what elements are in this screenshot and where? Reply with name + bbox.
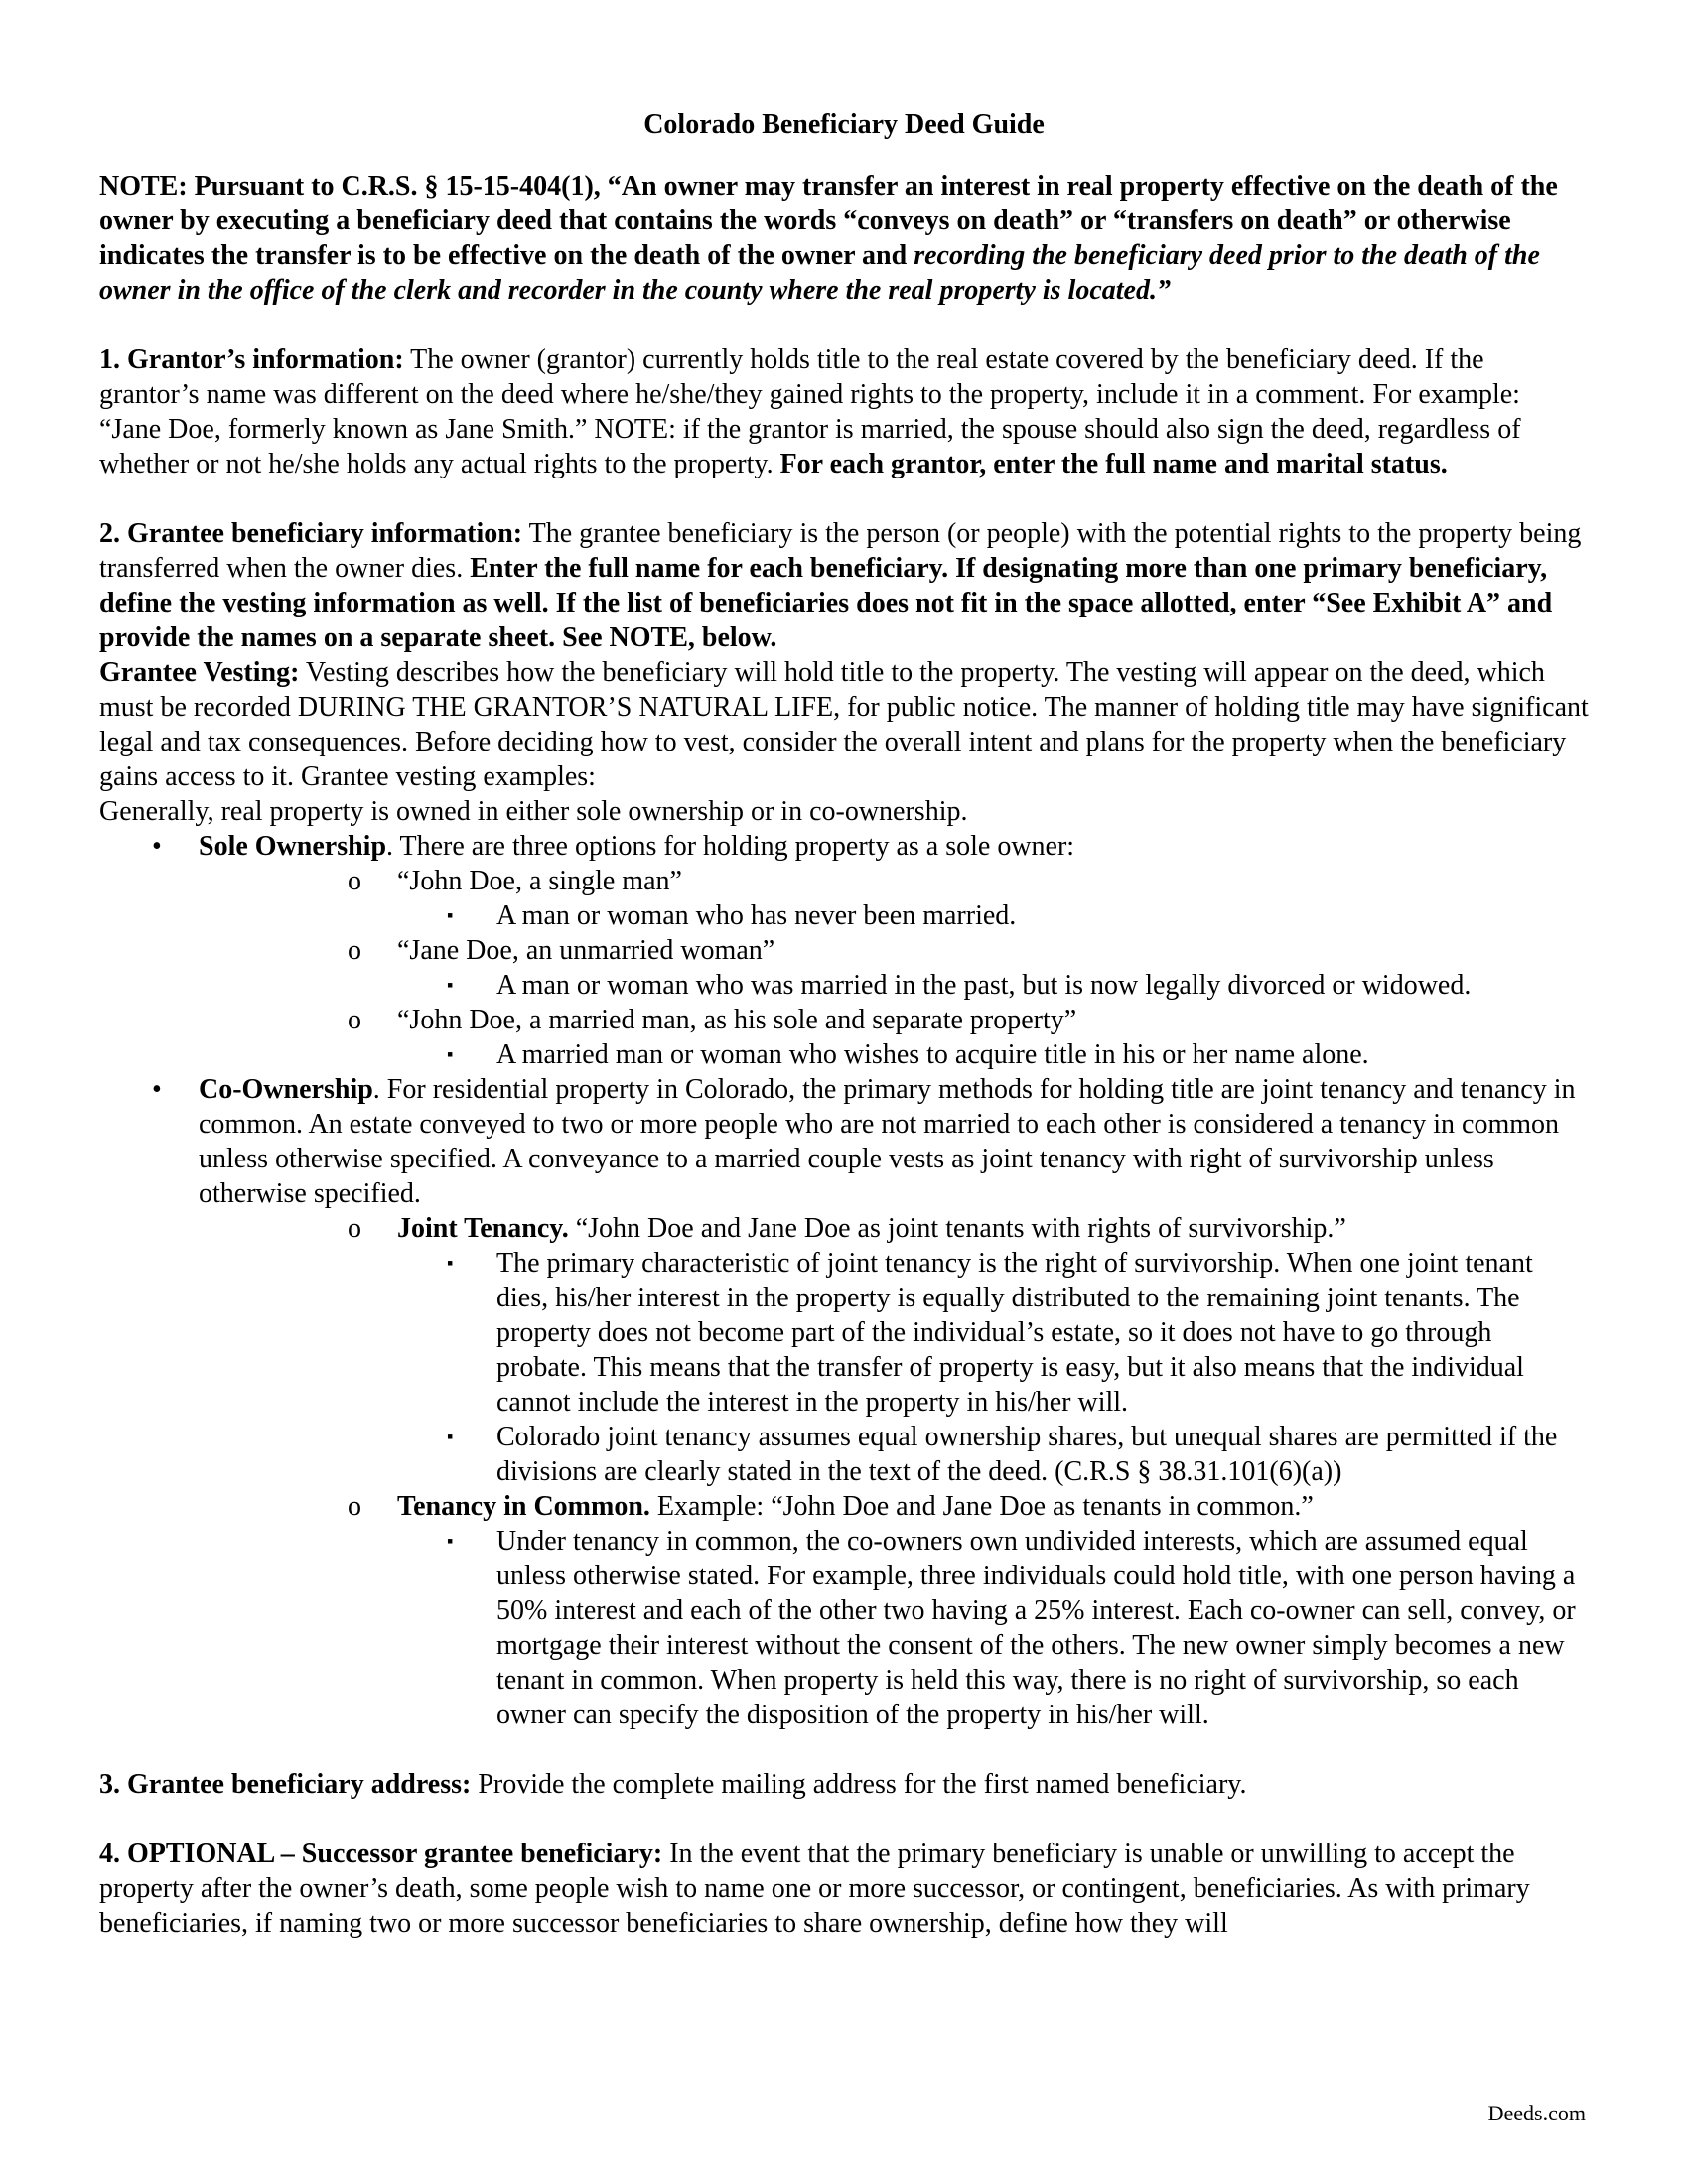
list-item-tenancy-in-common: [199, 1489, 1589, 1732]
sole-text: . There are three options for holding property as a sole owner:: [386, 831, 1075, 862]
list-item: [199, 933, 1589, 1003]
list-item: [199, 968, 1589, 1003]
section-heading: 1. Grantor’s information:: [99, 344, 404, 375]
list-item-sole-ownership: [99, 829, 1589, 1072]
square-bullet-icon: ▪: [447, 1253, 454, 1273]
document-page: [99, 107, 1589, 1941]
square-bullet-icon: ▪: [447, 1044, 454, 1064]
list-item-joint-tenancy: [199, 1211, 1589, 1489]
section-instruction: For each grantor, enter the full name and marital status.: [779, 449, 1448, 479]
list-item: [199, 898, 1589, 933]
square-bullet-icon: ▪: [447, 1427, 454, 1446]
co-options: [298, 1211, 1589, 1732]
bullet-icon: •: [152, 831, 162, 862]
section-grantee-info: [99, 516, 1589, 655]
section-heading: 2. Grantee beneficiary information:: [99, 518, 523, 549]
section-text: The grantee beneficiary is the person (or people) with the potential rights to the property being transferred when the owner dies.: [99, 518, 1582, 584]
co-heading: Co-Ownership: [199, 1074, 373, 1105]
circle-bullet-icon: o: [348, 1213, 361, 1244]
common-heading: Tenancy in Common.: [397, 1491, 650, 1522]
section-text: The owner (grantor) currently holds title to the real estate covered by the beneficiary deed. If the grantor’s name was different on the deed where he/she/they gained rights to the property, include it in a comment. For example: “Jane Doe, formerly known as Jane Smith.” NOTE: if the grantor is married, the spouse should also sign the deed, regardless of whether or not he/she holds any actual rights to the property.: [99, 344, 1521, 479]
co-text: . For residential property in Colorado, the primary methods for holding title are joint tenancy and tenancy in common. An estate conveyed to two or more people who are not married to each other is considered a tenancy in common unless otherwise specified. A conveyance to a married couple vests as joint tenancy with right of survivorship unless otherwise specified.: [199, 1074, 1576, 1209]
statute-note: [99, 169, 1589, 308]
list-item: [199, 1246, 1589, 1420]
list-item: [199, 1037, 1589, 1072]
section-grantor-info: [99, 342, 1589, 481]
list-item: [199, 1003, 1589, 1072]
ownership-intro: Generally, real property is owned in either sole ownership or in co-ownership.: [99, 796, 968, 827]
bullet-icon: •: [152, 1074, 162, 1105]
option-label: “John Doe, a single man”: [397, 866, 682, 896]
section-instruction: Enter the full name for each beneficiary. If designating more than one primary beneficiary, define the vesting information as well. If the list of beneficiaries does not fit in the space allotted, enter “See Exhibit A” and provide the names on a separate sheet. See NOTE, below.: [99, 553, 1553, 653]
section-heading: 4. OPTIONAL – Successor grantee beneficiary:: [99, 1839, 663, 1869]
section-heading: 3. Grantee beneficiary address:: [99, 1769, 472, 1800]
square-bullet-icon: ▪: [447, 975, 454, 995]
option-detail: A man or woman who was married in the past, but is now legally divorced or widowed.: [496, 970, 1472, 1001]
joint-detail: Colorado joint tenancy assumes equal ownership shares, but unequal shares are permitted if the divisions are clearly stated in the text of the deed. (C.R.S § 38.31.101(6)(a)): [496, 1422, 1558, 1487]
option-label: “John Doe, a married man, as his sole and separate property”: [397, 1005, 1077, 1035]
joint-detail: The primary characteristic of joint tenancy is the right of survivorship. When one joint tenant dies, his/her interest in the property is equally distributed to the remaining joint tenants. The property does not become part of the individual’s estate, so it does not have to go through probate. This means that the transfer of property is easy, but it also means that the individual cannot include the interest in the property in his/her will.: [496, 1248, 1533, 1418]
option-detail: A man or woman who has never been married.: [496, 900, 1017, 931]
statute-note-quote: NOTE: Pursuant to C.R.S. § 15-15-404(1), “An owner may transfer an interest in real property effective on the death of the owner by executing a beneficiary deed that contains the words “conveys on death” or “transfers on death” or otherwise indicates the transfer is to be effective on the death of the owner and: [99, 171, 1558, 271]
sole-heading: Sole Ownership: [199, 831, 387, 862]
statute-note-emphasis: recording the beneficiary deed prior to the death of the owner in the office of the clerk and recorder in the county where the real property is located.”: [99, 240, 1540, 306]
section-successor-beneficiary: [99, 1837, 1589, 1941]
common-text: Example: “John Doe and Jane Doe as tenants in common.”: [649, 1491, 1314, 1522]
sole-options: [298, 864, 1589, 1072]
square-bullet-icon: ▪: [447, 1531, 454, 1551]
vesting-text: Vesting describes how the beneficiary will hold title to the property. The vesting will appear on the deed, which must be recorded DURING THE GRANTOR’S NATURAL LIFE, for public notice. The manner of holding title may have significant legal and tax consequences. Before deciding how to vest, consider the overall intent and plans for the property when the beneficiary gains access to it. Grantee vesting examples:: [99, 657, 1589, 792]
option-label: “Jane Doe, an unmarried woman”: [397, 935, 775, 966]
grantee-vesting: [99, 655, 1589, 794]
circle-bullet-icon: o: [348, 1491, 361, 1522]
option-detail: A married man or woman who wishes to acquire title in his or her name alone.: [496, 1039, 1369, 1070]
joint-heading: Joint Tenancy.: [397, 1213, 569, 1244]
circle-bullet-icon: o: [348, 1005, 361, 1035]
section-text: In the event that the primary beneficiary is unable or unwilling to accept the property after the owner’s death, some people wish to name one or more successor, or contingent, beneficiaries. As with primary beneficiaries, if naming two or more successor beneficiaries to share ownership, define how they will: [99, 1839, 1530, 1939]
circle-bullet-icon: o: [348, 935, 361, 966]
footer-brand: Deeds.com: [1487, 2101, 1586, 2125]
list-item-co-ownership: [99, 1072, 1589, 1732]
vesting-heading: Grantee Vesting:: [99, 657, 300, 688]
joint-text: “John Doe and Jane Doe as joint tenants with rights of survivorship.”: [568, 1213, 1346, 1244]
square-bullet-icon: ▪: [447, 905, 454, 925]
common-detail: Under tenancy in common, the co-owners own undivided interests, which are assumed equal unless otherwise stated. For example, three individuals could hold title, with one person having a 50% interest and each of the other two having a 25% interest. Each co-owner can sell, convey, or mortgage their interest without the consent of the others. The new owner simply becomes a new tenant in common. When property is held this way, there is no right of survivorship, so each owner can specify the disposition of the property in his/her will.: [496, 1526, 1576, 1730]
section-grantee-address: [99, 1767, 1589, 1802]
section-text: Provide the complete mailing address for the first named beneficiary.: [471, 1769, 1247, 1800]
list-item: [199, 1524, 1589, 1732]
circle-bullet-icon: o: [348, 866, 361, 896]
list-item: [199, 1420, 1589, 1489]
ownership-list: [99, 829, 1589, 1732]
page-title: Colorado Beneficiary Deed Guide: [643, 109, 1045, 140]
list-item: [199, 864, 1589, 933]
